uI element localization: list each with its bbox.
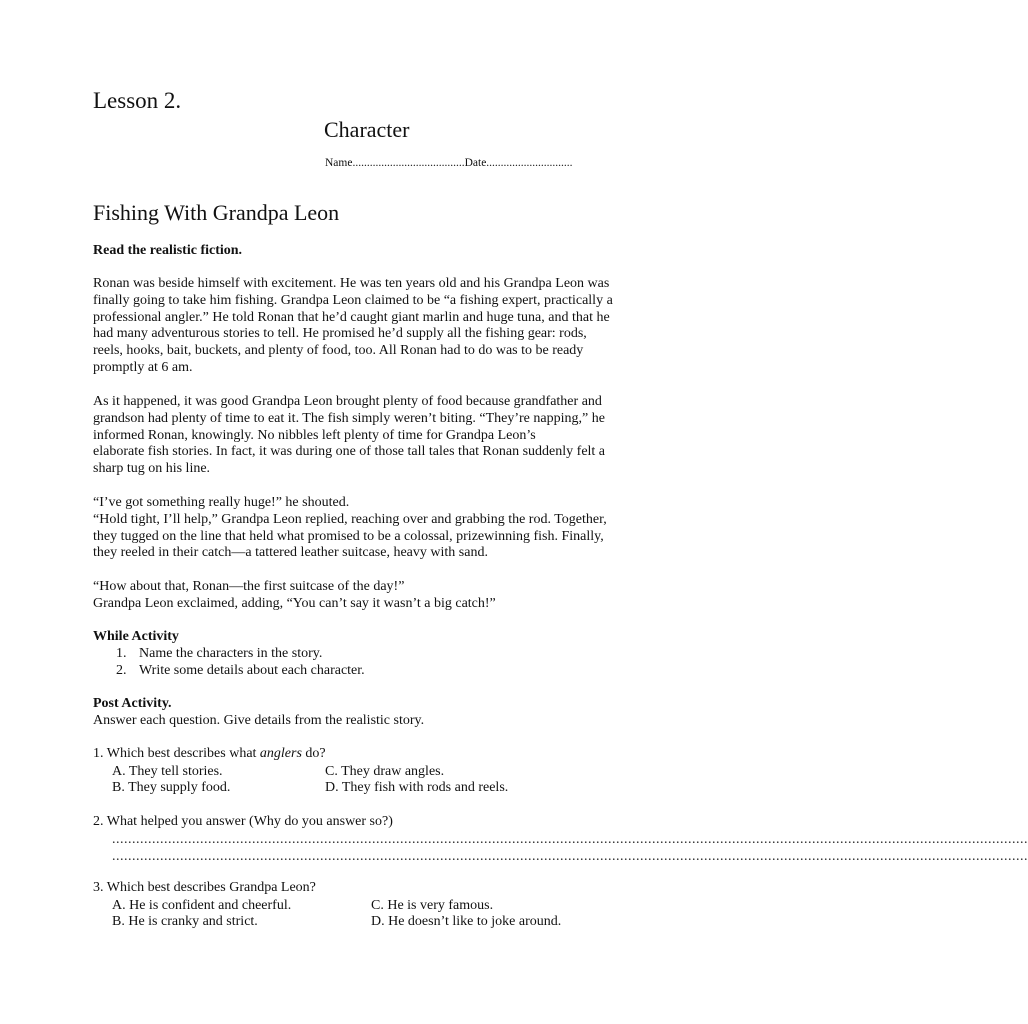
answer-option: B. He is cranky and strict. [112, 914, 258, 929]
story-line: sharp tug on his line. [93, 461, 211, 477]
item-text: Write some details about each character. [139, 663, 365, 678]
question-3: 3. Which best describes Grandpa Leon? [93, 880, 316, 895]
while-activity-item [116, 646, 322, 662]
answer-option: C. They draw angles. [325, 764, 445, 779]
story-line: they tugged on the line that held what promised to be a colossal, prizewinning fish. Finally, [93, 528, 604, 544]
question-1 [93, 746, 326, 763]
while-activity-heading: While Activity [93, 629, 179, 644]
story-line: “How about that, Ronan—the first suitcase of the day!” [93, 579, 405, 594]
item-text: Name the characters in the story. [139, 646, 323, 661]
story-line: they reeled in their catch—a tattered leather suitcase, heavy with sand. [93, 545, 488, 561]
answer-line[interactable]: ..................................................................................................................................................................................................................................... [112, 849, 1028, 864]
question-text: 1. Which best describes what [93, 746, 260, 761]
answer-option: A. He is confident and cheerful. [112, 898, 292, 913]
answer-option: D. They fish with rods and reels. [325, 780, 509, 795]
story-line: finally going to take him fishing. Grandpa Leon claimed to be “a fishing expert, practically a [93, 292, 613, 308]
story-line: As it happened, it was good Grandpa Leon brought plenty of food because grandfather and [93, 394, 602, 409]
story-line: promptly at 6 am. [93, 359, 193, 375]
item-number: 2. [116, 663, 127, 678]
story-paragraph-2 [93, 394, 605, 478]
story-line: Grandpa Leon exclaimed, adding, “You can’t say it wasn’t a big catch!” [93, 595, 496, 611]
answer-line[interactable]: ..................................................................................................................................................................................................................................... [112, 832, 1028, 847]
answer-option: C. He is very famous. [371, 898, 494, 913]
post-activity-intro: Answer each question. Give details from the realistic story. [93, 713, 425, 728]
item-number: 1. [116, 646, 127, 661]
answer-option: A. They tell stories. [112, 764, 223, 779]
question-text: do? [301, 746, 326, 761]
post-activity-heading: Post Activity. [93, 696, 172, 711]
answer-option: B. They supply food. [112, 780, 231, 795]
worksheet-title: Character [324, 117, 410, 142]
story-line: elaborate fish stories. In fact, it was during one of those tall tales that Ronan suddenly felt a [93, 444, 606, 460]
question-keyword: anglers [259, 746, 302, 761]
story-line: reels, hooks, bait, buckets, and plenty of food, too. All Ronan had to do was to be ready [93, 343, 584, 359]
story-line: had many adventurous stories to tell. He promised he’d supply all the fishing gear: rods, [93, 326, 587, 342]
story-line: Ronan was beside himself with excitement. He was ten years old and his Grandpa Leon was [93, 276, 610, 291]
story-line: “Hold tight, I’ll help,” Grandpa Leon replied, reaching over and grabbing the rod. Together, [93, 511, 607, 527]
story-paragraph-1 [93, 276, 613, 377]
answer-option: D. He doesn’t like to joke around. [371, 914, 562, 929]
story-line: “I’ve got something really huge!” he shouted. [93, 495, 350, 510]
lesson-number: Lesson 2. [93, 88, 182, 113]
story-line: professional angler.” He told Ronan that he’d caught giant marlin and huge tuna, and that he [93, 309, 610, 325]
while-activity-item [116, 663, 365, 679]
story-paragraph-3 [93, 495, 607, 562]
story-paragraph-4 [93, 579, 496, 613]
story-line: grandson had plenty of time to eat it. The fish simply weren’t biting. “They’re napping,” he [93, 410, 605, 426]
story-title: Fishing With Grandpa Leon [93, 200, 340, 225]
question-2: 2. What helped you answer (Why do you answer so?) [93, 814, 393, 829]
story-line: informed Ronan, knowingly. No nibbles left plenty of time for Grandpa Leon’s [93, 427, 536, 443]
reading-instruction: Read the realistic fiction. [93, 243, 243, 258]
name-date-line: Name.......................................Date.............................. [325, 157, 573, 169]
